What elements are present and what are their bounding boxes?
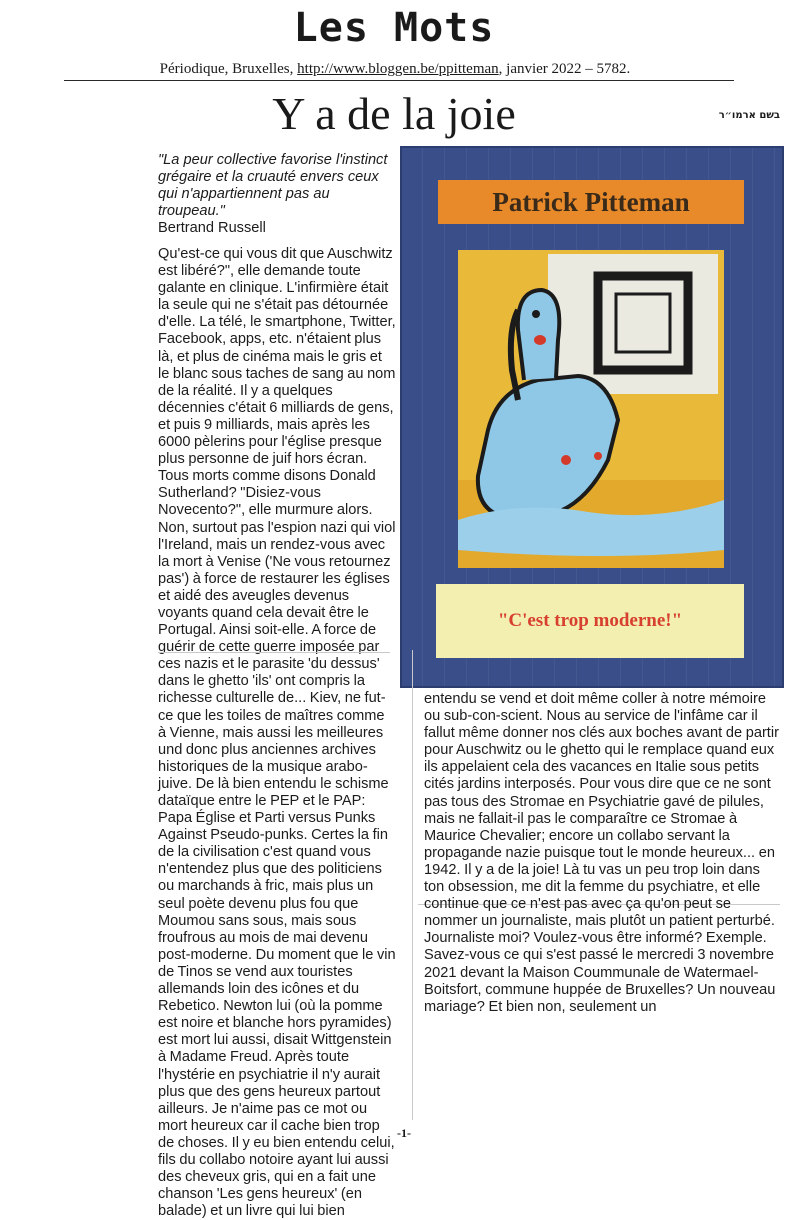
book-cover [400, 146, 784, 688]
header-rule [64, 80, 734, 81]
cover-author: Patrick Pitteman [438, 180, 744, 224]
hebrew-tag: בשם ארמו״ר [718, 110, 780, 121]
page-number: -1- [397, 1126, 411, 1140]
epigraph-quote: "La peur collective favorise l'instinct grégaire et la cruauté envers ceux qui n'appartiennent pas au troupeau." [158, 152, 388, 220]
subline-prefix: Périodique, Bruxelles, [159, 61, 298, 77]
epigraph [158, 152, 398, 237]
masthead-subline [60, 59, 730, 79]
body-column-left: Qu'est-ce qui vous dit que Auschwitz est libéré?", elle demande toute galante en clinique. L'infirmière était la seule qui ne s'était pas détournée d'elle. La télé, le smartphone, Twitter, Facebook, apps, etc. n'étaient plus là, et plus de cinéma mais le gris et le blanc sous taches de sang au nom de la réalité. Il y a quelques décennies c'était 6 milliards de gens, et puis 9 milliards, mais après les 6000 pèlerins pour l'église presque plus personne de juif hors écran. Tous morts comme disons Donald Sutherland? "Disiez-vous Novecento?", elle murmure alors. Non, surtout pas l'espion nazi qui viol l'Ireland, mais un rendez-vous avec la mort à Venise ('Ne vous retournez pas') à force de restaurer les églises et aidé des aveugles devenus voyants quand cela devait être le Portugal. Ainsi soit-elle. A force de guérir de cette guerre imposée par ces nazis et le parasite 'du dessus' dans le ghetto 'ils' ont compris la richesse culturelle de... Kiev, ne fut-ce que les toiles de maîtres comme à Vienne, mais aussi les meilleures und donc plus anciennes archives historiques de la musique arabo-juive. De là bien entendu le schisme dataïque entre le PEP et le PAP: Papa Église et Parti versus Punks Against Pseudo-punks. Certes la fin de la civilisation c'est quand vous n'entendez plus que des politiciens ou marchands à fric, mais plus un seul poète devenu plus fou que Moumou sans sous, mais sous froufrous au mois de mai devenu post-moderne. Du moment que le vin de Tinos se vend aux touristes allemands loin des icônes et du Rebetico. Newton lui (où la pomme est noire et blanche hors pyramides) est mort lui aussi, disait Wittgenstein à Madame Freud. Après toute l'hystérie en psychiatrie il n'y aurait plus que des gens heureux partout ailleurs. Je n'aime pas ce mot ou mort heureux car il cache bien trop de choses. Il y eu bien entendu celui, fils du collabo notoire ayant lui aussi des cheveux gris, qui en a fait une chanson 'Les gens heureux' (en balade) et un livre qui lui bien [158, 246, 396, 1220]
epigraph-author: Bertrand Russell [158, 220, 266, 237]
masthead-title: Les Mots [293, 5, 495, 51]
column-gutter-line [412, 650, 413, 1120]
cover-caption: "C'est trop moderne!" [436, 584, 744, 658]
column-divider-left [158, 652, 390, 653]
article-title: Y a de la joie [272, 88, 516, 139]
subline-suffix: , janvier 2022 – 5782. [498, 61, 631, 77]
cover-painting [458, 250, 724, 568]
blog-link[interactable]: http://www.bloggen.be/ppitteman [297, 61, 499, 77]
body-column-right: entendu se vend et doit même coller à notre mémoire ou sub-con-scient. Nous au service de l'infâme car il fallut même donner nos clés aux boches avant de partir pour Auschwitz ou le ghetto qui le remplace quand eux ils appelaient cela des vacances en Italie sous petits cités jardins interposés. Pour vous dire que ce ne sont pas tous des Stromae en Psychiatrie gavé de pilules, mais ne fallait-il pas le comparaître ce Stromae à Maurice Chevalier; encore un collabo servant la propagande nazie puisque tout le monde heureux... en 1942. Il y a de la joie! Là tu vas un peu trop loin dans ton obsession, me dit la femme du psychiatre, et elle continue que ce n'est pas avec ça qu'on peut se nommer un journaliste, mais plutôt un patient perturbé. Journaliste moi? Voulez-vous être informé? Exemple. Savez-vous ce qui s'est passé le mercredi 3 novembre 2021 devant la Maison Coummunale de Watermael-Boitsfort, commune huppée de Bruxelles? Un nouveau mariage? Et bien non, seulement un [424, 691, 779, 1015]
